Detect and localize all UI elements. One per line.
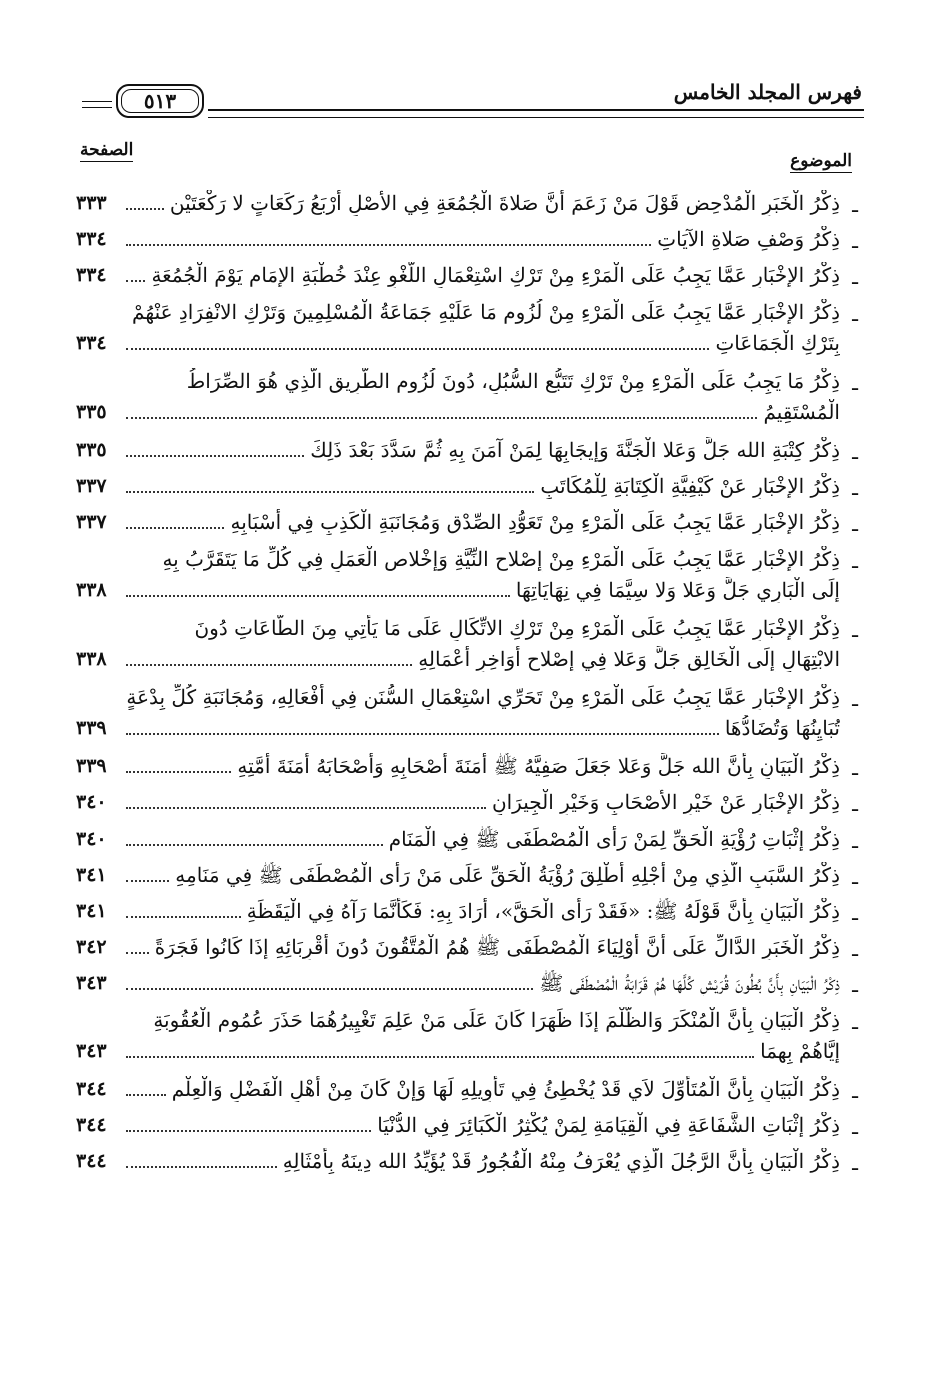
index-entry — [76, 254, 840, 288]
entry-bullet: ـ — [852, 370, 858, 395]
entry-text: ذِكْرُ الإِخْبَارِ عَمَّا يَجِبُ عَلَى الْمَرْءِ مِنْ تَحَرِّي اسْتِعْمَالِ السُّنَنِ فِي أَفْعَالِهِ، وَمُجَانَبَةِ كُلِّ بِدْعَةٍ — [126, 685, 840, 709]
entry-bullet: ـ — [852, 512, 858, 537]
index-entry — [76, 854, 840, 888]
entry-bullet: ـ — [852, 756, 858, 781]
dot-leader — [126, 763, 231, 773]
index-entry-continuation — [76, 569, 840, 603]
index-entry-line — [76, 607, 840, 641]
dot-leader — [126, 1086, 166, 1096]
entry-bullet: ـ — [852, 1151, 858, 1176]
entry-bullet: ـ — [852, 440, 858, 464]
index-entry-line — [76, 999, 840, 1033]
dot-leader — [126, 409, 757, 419]
index-entry — [76, 182, 840, 216]
entry-text-continued: إِلَى الْبَارِي جَلَّ وَعَلا وَلا سِيَّمَا فِي نِهَايَاتِهَا — [515, 577, 840, 602]
dot-leader — [126, 944, 149, 954]
entry-text-continued: الابْتِهَالِ إِلَى الْخَالِقِ جَلَّ وَعَلا فِي إِصْلاحِ أَوَاخِرِ أَعْمَالِهِ — [418, 646, 840, 671]
entry-text: ذِكْرُ الْخَبَرِ الْمُدْحِضِ قَوْلَ مَنْ زَعَمَ أَنَّ صَلاةَ الْجُمُعَةِ فِي الأَصْلِ أَرْبَعُ رَكَعَاتٍ لا رَكْعَتَيْنِ — [169, 191, 840, 215]
entry-bullet: ـ — [852, 937, 858, 962]
entry-page-number: ٣٤٤ — [76, 1077, 107, 1100]
header-rule — [208, 109, 864, 118]
dot-leader — [126, 340, 709, 350]
index-entry — [76, 218, 840, 252]
dot-leader — [126, 1048, 754, 1058]
entry-page-number: ٣٤٣ — [76, 972, 107, 995]
entry-bullet: ـ — [852, 864, 858, 889]
entry-text: ذِكْرُ الْبَيَانِ بِأَنَّ الله جَلَّ وَعَلا جَعَلَ صَفِيَّهُ ﷺ أَمَنَةَ أَصْحَابِهِ وَأَصْحَابَهُ أَمَنَةَ أُمَّتِهِ — [237, 754, 840, 779]
entry-bullet: ـ — [852, 828, 858, 853]
entry-text: ذِكْرُ الْبَيَانِ بِأَنَّ الْمُتَأَوِّلَ لاَيِ قَدْ يُخْطِئُ فِي تَأْوِيلِهِ لَهَا وَإِنْ كَانَ مِنْ أَهْلِ الْفَضْلِ وَالْعِلْمِ — [171, 1076, 840, 1101]
index-entry-continuation — [76, 322, 840, 356]
entry-page-number: ٣٤١ — [76, 863, 107, 886]
entry-text: ذِكْرُ إِثْبَاتِ الشَّفَاعَةِ فِي الْقِيَامَةِ لِمَنْ يُكْثِرُ الْكَبَائِرَ فِي الدُّنْيَا — [377, 1113, 840, 1137]
index-entry — [76, 1104, 840, 1138]
index-entry — [76, 818, 840, 852]
index-entry — [76, 1140, 840, 1174]
entry-text: ذِكْرُ كِتْبَةِ الله جَلَّ وَعَلا الْجَنَّةَ وَإِيجَابِهَا لِمَنْ آمَنَ بِهِ ثُمَّ سَدَّدَ بَعْدَ ذَلِكَ — [310, 438, 840, 462]
entry-text: ذِكْرُ الإِخْبَارِ عَمَّا يَجِبُ عَلَى الْمَرْءِ مِنْ لُزُومِ مَا عَلَيْهِ جَمَاعَةُ الْمُسْلِمِينَ وَتَرْكِ الانْفِرَادِ عَنْهُمْ — [132, 299, 840, 324]
entry-page-number: ٣٤٠ — [76, 791, 107, 814]
dot-leader — [126, 236, 651, 246]
entry-page-number: ٣٣٨ — [76, 647, 107, 670]
index-entry — [76, 501, 840, 535]
entry-page-number: ٣٤٤ — [76, 1150, 107, 1173]
entry-page-number: ٣٣٩ — [76, 717, 107, 739]
entry-page-number: ٣٣٥ — [76, 439, 107, 461]
entry-page-number: ٣٣٤ — [76, 264, 107, 287]
entry-text: ذِكْرُ الْبَيَانِ بِأَنَّ بُطُونَ قُرَيْشٍ كُلَّهَا هُمْ قَرَابَةُ الْمُصْطَفَى ﷺ — [539, 971, 840, 996]
entry-text: ذِكْرُ الْبَيَانِ بِأَنَّ قَوْلَهُ ﷺ: «فَقَدْ رَأَى الْحَقَّ»، أَرَادَ بِهِ: فَكَأَنَّمَا رَآهُ فِي الْيَقَظَةِ — [246, 899, 840, 923]
entry-page-number: ٣٣٧ — [76, 511, 107, 534]
entry-bullet: ـ — [852, 229, 858, 254]
index-entry-continuation — [76, 1030, 840, 1064]
dot-leader — [126, 587, 510, 597]
dot-leader — [126, 519, 224, 529]
index-entry-continuation — [76, 707, 840, 741]
entry-text: ذِكْرُ الإِخْبَارِ عَمَّا يَجِبُ عَلَى الْمَرْءِ مِنْ تَعَوُّدِ الصِّدْقِ وَمُجَانَبَةِ الْكَذِبِ فِي أَسْبَابِهِ — [230, 510, 840, 535]
entry-bullet: ـ — [852, 901, 858, 925]
header-rule-left — [82, 101, 112, 108]
dot-leader — [126, 908, 241, 918]
index-entry — [76, 429, 840, 463]
dot-leader — [126, 836, 383, 846]
index-entry — [76, 962, 840, 996]
index-entry — [76, 890, 840, 924]
index-entry — [76, 745, 840, 779]
dot-leader — [126, 200, 164, 210]
running-header-title: فهرس المجلد الخامس — [673, 80, 862, 104]
entry-bullet: ـ — [852, 687, 858, 711]
entry-text: ذِكْرُ مَا يَجِبُ عَلَى الْمَرْءِ مِنْ تَرْكِ تَتَبُّعِ السُّبُلِ، دُونَ لُزُومِ الطَّرِيقِ الَّذِي هُوَ الصِّرَاطُ — [186, 368, 840, 393]
entry-bullet: ـ — [852, 548, 858, 573]
dot-leader — [126, 1158, 277, 1168]
entry-bullet: ـ — [852, 1078, 858, 1103]
dot-leader — [126, 799, 486, 809]
entry-page-number: ٣٣٨ — [76, 578, 107, 601]
entry-bullet: ـ — [852, 265, 858, 290]
page-number: ٥١٣ — [121, 89, 199, 113]
entry-bullet: ـ — [852, 1009, 858, 1034]
column-heading-page: الصفحة — [80, 140, 134, 160]
entry-text: ذِكْرُ السَّبَبِ الَّذِي مِنْ أَجْلِهِ أُطْلِقَ رُؤْيَةُ الْحَقِّ عَلَى مَنْ رَأَى الْمُصْطَفَى ﷺ فِي مَنَامِهِ — [175, 862, 840, 887]
page-number-frame — [116, 84, 204, 118]
entry-text: ذِكْرُ الْخَبَرِ الدَّالِّ عَلَى أَنَّ أَوْلِيَاءَ الْمُصْطَفَى ﷺ هُمُ الْمُتَّقُونَ دُونَ أَقْرِبَائِهِ إِذَا كَانُوا فَجَرَةً — [154, 935, 840, 960]
index-entry-line — [76, 676, 840, 710]
entry-page-number: ٣٤٤ — [76, 1114, 107, 1136]
dot-leader — [126, 725, 719, 735]
index-entry — [76, 781, 840, 815]
entry-page-number: ٣٣٥ — [76, 400, 107, 423]
index-entry — [76, 465, 840, 499]
entry-bullet: ـ — [852, 1115, 858, 1139]
dot-leader — [126, 272, 145, 282]
entry-page-number: ٣٣٧ — [76, 475, 107, 498]
dot-leader — [126, 656, 412, 666]
entry-text-continued: إِيَّاهُمْ بِهِمَا — [760, 1038, 840, 1063]
index-entry-continuation — [76, 391, 840, 425]
entry-page-number: ٣٣٣ — [76, 192, 107, 214]
entry-bullet: ـ — [852, 792, 858, 817]
dot-leader — [126, 483, 534, 493]
entry-text: ذِكْرُ وَصْفِ صَلاةِ الآيَاتِ — [657, 227, 840, 252]
entry-page-number: ٣٤٢ — [76, 936, 107, 959]
entry-page-number: ٣٤٣ — [76, 1039, 107, 1062]
entry-text: ذِكْرُ الإِخْبَارِ عَمَّا يَجِبُ عَلَى الْمَرْءِ مِنْ إِصْلاحِ النِّيَّةِ وَإِخْلاصِ الْعَمَلِ فِي كُلِّ مَا يَتَقَرَّبُ بِهِ — [162, 546, 840, 571]
entry-page-number: ٣٣٩ — [76, 755, 107, 778]
column-heading-topic: الموضوع — [790, 151, 852, 171]
entry-text: ذِكْرُ الإِخْبَارِ عَمَّا يَجِبُ عَلَى الْمَرْءِ مِنْ تَرْكِ الاتِّكَالِ عَلَى مَا يَأْتِي مِنَ الطَّاعَاتِ دُونَ — [194, 615, 840, 640]
entry-text-continued: بِتَرْكِ الْجَمَاعَاتِ — [715, 330, 840, 355]
entry-text: ذِكْرُ الإِخْبَارِ عَنْ كَيْفِيَّةِ الْكِتَابَةِ لِلْمُكَاتَبِ — [540, 474, 840, 499]
entry-text: ذِكْرُ الإِخْبَارِ عَنْ خَيْرِ الأَصْحَابِ وَخَيْرِ الْجِيرَانِ — [491, 790, 840, 815]
index-entry-line — [76, 360, 840, 394]
entry-text: ذِكْرُ الإِخْبَارِ عَمَّا يَجِبُ عَلَى الْمَرْءِ مِنْ تَرْكِ اسْتِعْمَالِ اللَّغْوِ عِنْدَ خُطْبَةِ الإِمَامِ يَوْمَ الْجُمُعَةِ — [151, 263, 840, 288]
dot-leader — [126, 872, 169, 882]
entry-bullet: ـ — [852, 617, 858, 642]
entry-bullet: ـ — [852, 301, 858, 326]
index-entry-continuation — [76, 638, 840, 672]
entry-text-continued: الْمُسْتَقِيمُ — [763, 399, 840, 424]
index-entry — [76, 926, 840, 960]
index-entry-line — [76, 291, 840, 325]
index-entry-line — [76, 538, 840, 572]
entry-text: ذِكْرُ إِثْبَاتِ رُؤْيَةِ الْحَقِّ لِمَنْ رَأَى الْمُصْطَفَى ﷺ فِي الْمَنَامِ — [388, 826, 840, 851]
entry-text: ذِكْرُ الْبَيَانِ بِأَنَّ الْمُنْكَرَ وَالظُّلْمَ إِذَا ظَهَرَا كَانَ عَلَى مَنْ عَلِمَ تَغْيِيرُهُمَا حَذَرَ عُمُومِ الْعُقُوبَةِ — [153, 1007, 840, 1032]
entry-bullet: ـ — [852, 193, 858, 217]
dot-leader — [126, 980, 533, 990]
dot-leader — [126, 1122, 371, 1132]
entry-bullet: ـ — [852, 476, 858, 501]
entry-page-number: ٣٣٤ — [76, 331, 107, 354]
entry-page-number: ٣٤١ — [76, 900, 107, 922]
entry-text: ذِكْرُ الْبَيَانِ بِأَنَّ الرَّجُلَ الَّذِي يُعْرَفُ مِنْهُ الْفُجُورُ قَدْ يُؤَيِّدُ الله دِينَهُ بِأَمْثَالِهِ — [282, 1149, 840, 1174]
dot-leader — [126, 447, 304, 457]
entry-page-number: ٣٤٠ — [76, 827, 107, 850]
index-entry — [76, 1068, 840, 1102]
entry-text-continued: تُبَايِنُهَا وَتُضَادُّهَا — [724, 716, 840, 740]
entry-bullet: ـ — [852, 973, 858, 998]
entry-page-number: ٣٣٤ — [76, 228, 107, 251]
